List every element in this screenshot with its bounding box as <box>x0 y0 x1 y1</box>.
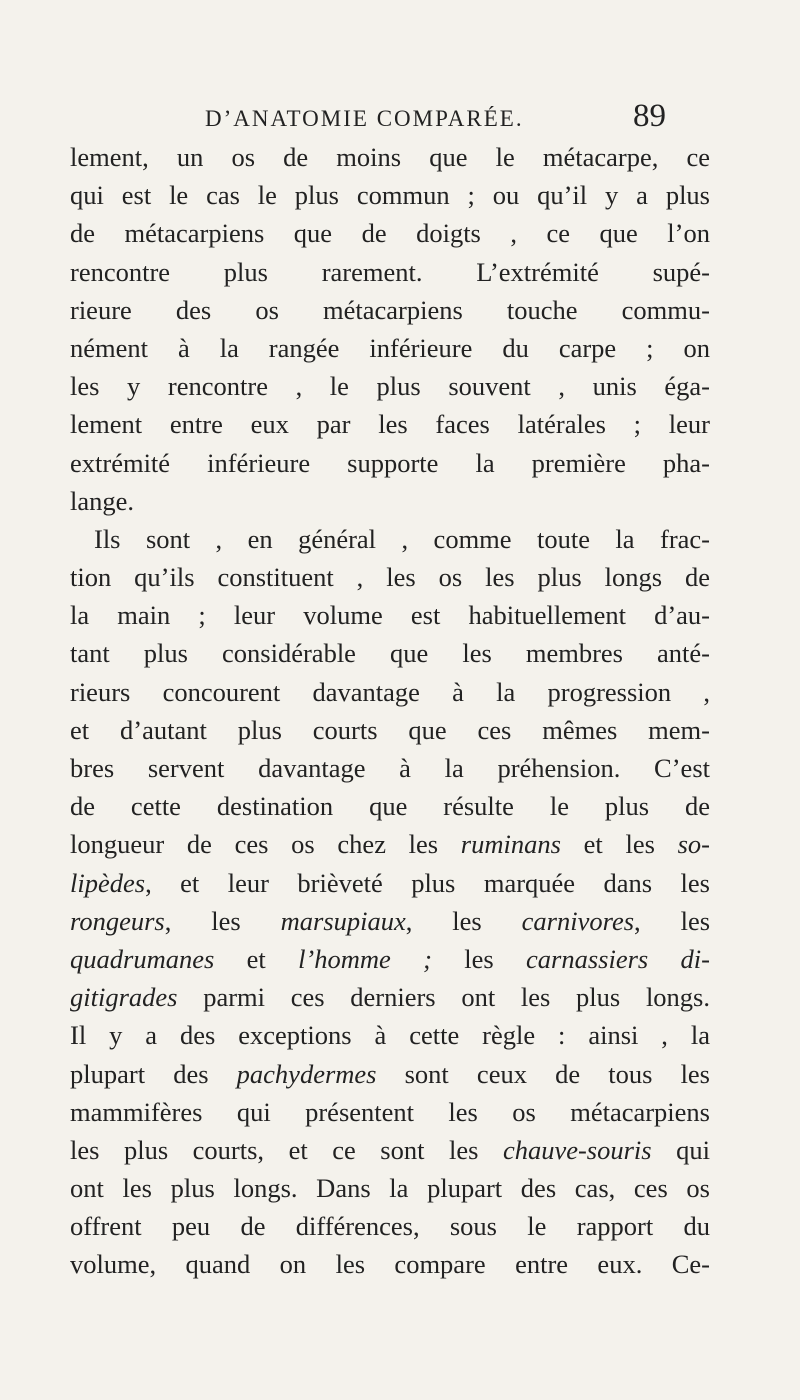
text-line <box>70 214 710 252</box>
text-run: extrémité inférieure supporte la première pha- <box>70 447 710 478</box>
text-line <box>70 253 710 291</box>
italic-term: l’homme ; <box>298 943 432 974</box>
body-text <box>70 138 710 1284</box>
text-run: , les <box>634 905 711 936</box>
text-run: bres servent davantage à la préhension. C’est <box>70 753 710 783</box>
text-run: offrent peu de différences, sous le rapport du <box>70 1211 710 1242</box>
paragraph-start-line <box>70 520 710 558</box>
italic-term: ruminans <box>460 829 561 860</box>
text-run: sont ceux de tous les <box>376 1058 711 1089</box>
italic-term: quadrumanes <box>70 943 215 974</box>
italic-term: marsupiaux <box>280 905 406 936</box>
text-run: lange. <box>70 485 135 516</box>
text-line <box>70 596 710 634</box>
text-run: nément à la rangée inférieure du carpe ; on <box>70 332 710 363</box>
italic-term: rongeurs <box>70 905 165 936</box>
text-run: la main ; leur volume est habituellement d’au- <box>70 600 710 631</box>
text-line <box>70 329 710 367</box>
text-line <box>70 482 710 520</box>
text-line <box>70 634 710 672</box>
text-line <box>70 1245 710 1283</box>
text-run: , les <box>405 905 522 936</box>
text-run: tion qu’ils constituent , les os les plus longs de <box>70 562 710 593</box>
text-run: Ils sont , en général , comme toute la frac- <box>94 523 710 554</box>
page-number: 89 <box>633 98 666 134</box>
text-run: mammifères qui présentent les os métacarpiens <box>70 1096 710 1127</box>
text-line <box>70 1093 710 1131</box>
text-line <box>70 176 710 214</box>
text-run: rieure des os métacarpiens touche commu- <box>70 294 710 325</box>
text-line <box>70 787 710 825</box>
text-run: qui est le cas le plus commun ; ou qu’il y a plus <box>70 180 710 211</box>
text-line <box>70 864 710 902</box>
text-run: de métacarpiens que de doigts , ce que l’on <box>70 218 710 249</box>
text-run: et les <box>560 829 678 860</box>
text-run: qui <box>651 1134 710 1165</box>
text-run: lement, un os de moins que le métacarpe, ce <box>70 142 710 172</box>
text-line <box>70 749 710 787</box>
text-line <box>70 444 710 482</box>
text-run: , et leur brièveté plus marquée dans les <box>145 867 710 898</box>
text-line <box>70 940 710 978</box>
text-run: et <box>214 943 299 974</box>
text-run: lement entre eux par les faces latérales ; leur <box>70 409 710 440</box>
text-line <box>70 1207 710 1245</box>
text-line <box>70 711 710 749</box>
text-line <box>70 138 710 176</box>
text-run: tant plus considérable que les membres anté- <box>70 638 710 669</box>
text-line <box>70 405 710 443</box>
text-line <box>70 1055 710 1093</box>
text-run: ont les plus longs. Dans la plupart des cas, ces os <box>70 1173 710 1204</box>
italic-term: gitigrades <box>70 982 178 1013</box>
text-line <box>70 825 710 863</box>
text-line <box>70 1016 710 1054</box>
italic-term: carnassiers di- <box>526 943 710 974</box>
text-run: , les <box>164 905 281 936</box>
running-title: D’ANATOMIE COMPARÉE. <box>205 106 524 131</box>
text-run: les <box>431 943 527 974</box>
text-run: de cette destination que résulte le plus de <box>70 791 710 822</box>
text-run: volume, quand on les compare entre eux. Ce- <box>70 1249 710 1280</box>
text-line <box>70 291 710 329</box>
text-run: rencontre plus rarement. L’extrémité supé- <box>70 256 710 287</box>
text-run: Il y a des exceptions à cette règle : ainsi , la <box>70 1020 710 1051</box>
text-line <box>70 1131 710 1169</box>
text-line <box>70 367 710 405</box>
text-line <box>70 1169 710 1207</box>
text-run: les plus courts, et ce sont les <box>70 1134 503 1165</box>
italic-term: carnivores <box>521 905 635 936</box>
text-line <box>70 558 710 596</box>
text-run: et d’autant plus courts que ces mêmes mem- <box>70 714 710 745</box>
text-run: les y rencontre , le plus souvent , unis éga- <box>70 371 710 402</box>
text-line <box>70 673 710 711</box>
text-run: longueur de ces os chez les <box>70 829 461 860</box>
text-run: plupart des <box>70 1058 237 1089</box>
italic-term: pachydermes <box>236 1058 377 1089</box>
italic-term: so- <box>677 829 710 860</box>
text-run: parmi ces derniers ont les plus longs. <box>177 982 710 1013</box>
italic-term: chauve-souris <box>502 1134 652 1165</box>
italic-term: lipèdes <box>70 867 146 898</box>
text-run: rieurs concourent davantage à la progression , <box>70 676 710 707</box>
text-line <box>70 978 710 1016</box>
text-line <box>70 902 710 940</box>
